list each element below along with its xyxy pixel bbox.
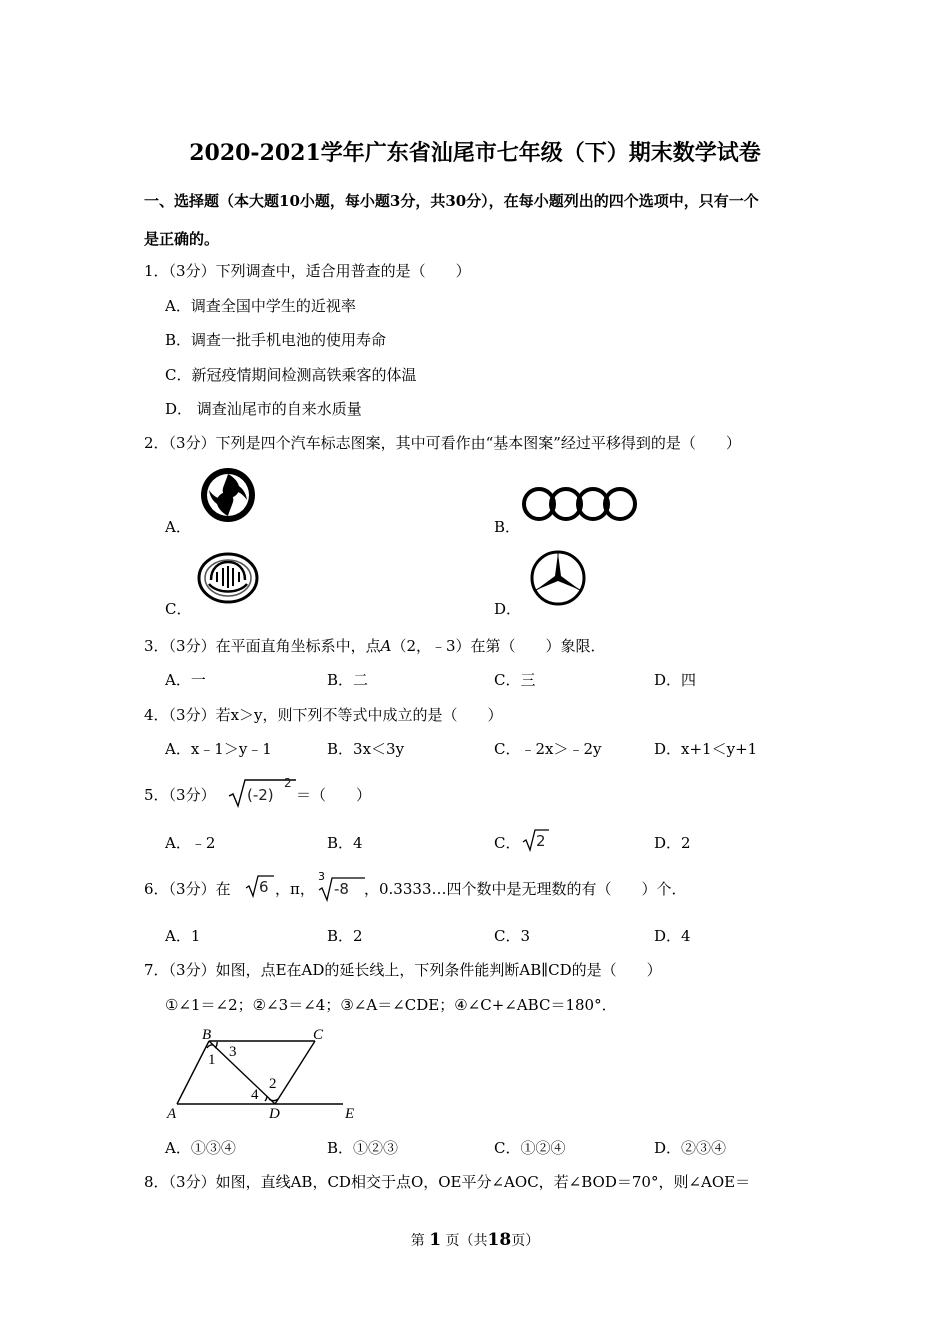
figure-label-d: D [269,1106,280,1122]
question-6-option-d: D．4 [654,927,691,945]
figure-label-b: B [202,1027,212,1043]
question-3-point-name: A [380,637,392,655]
question-5-stem-pre: 5．（3分） [144,786,216,804]
question-1-stem: 1．（3分）下列调查中，适合用普查的是（ ） [144,262,471,280]
figure-label-a: A [167,1106,177,1122]
question-2-option-b: B． [494,518,521,536]
question-5-radicand: (-2) [247,786,274,804]
section-heading-line2: 是正确的。 [144,230,220,248]
question-5-option-d: D．2 [654,834,691,852]
question-4-option-a: A．x﹣1＞y﹣1 [165,740,272,758]
question-2-option-c: C． [165,600,192,618]
footer-mid: 页（共 [445,1233,488,1249]
question-6-radicand-1: 6 [259,878,269,896]
question-4-stem: 4．（3分）若x＞y，则下列不等式中成立的是（ ） [144,706,503,724]
question-4-option-b: B．3x＜3y [327,740,405,758]
question-5-option-c-label: C． [494,834,521,852]
question-6-option-b: B．2 [327,927,363,945]
figure-label-3: 3 [229,1044,237,1060]
section-heading-line1: 一、选择题（本大题10小题，每小题3分，共30分），在每小题列出的四个选项中，只有一个 [144,192,759,210]
question-6-option-a: A．1 [165,927,201,945]
question-5-stem-post: ＝（ ） [296,786,372,804]
logo-a-image [199,466,257,524]
question-6-option-c: C．3 [494,927,531,945]
question-6-stem-post: ，0.3333…四个数中是无理数的有（ ）个． [364,880,687,898]
question-3-option-d: D．四 [654,671,697,689]
question-7-option-a: A．①③④ [165,1139,236,1157]
footer-post: 页） [511,1233,540,1249]
footer-total-pages: 18 [487,1230,512,1250]
question-1-option-d: D． 调查汕尾市的自来水质量 [165,400,362,418]
figure-label-c: C [313,1027,324,1043]
question-7-option-d: D．②③④ [654,1139,727,1157]
footer-pre: 第 [410,1233,425,1249]
page-title: 2020-2021学年广东省汕尾市七年级（下）期末数学试卷 [189,140,761,166]
question-3-option-a: A．一 [165,671,206,689]
figure-label-1: 1 [208,1052,216,1068]
footer-page-number: 1 [429,1230,442,1250]
question-3-option-c: C．三 [494,671,536,689]
question-7-option-c: C．①②④ [494,1139,566,1157]
question-3-option-b: B．二 [327,671,369,689]
question-2-option-a: A． [165,518,191,536]
question-8-stem: 8．（3分）如图，直线AB，CD相交于点O，OE平分∠AOC，若∠BOD＝70°，则∠AOE＝ [144,1173,751,1191]
question-5-option-a: A．﹣2 [165,834,216,852]
logo-b-image [521,486,637,522]
question-6-stem-pre: 6．（3分）在 [144,880,231,898]
question-5-option-c-radicand: 2 [536,832,546,850]
question-7-figure [165,1024,365,1120]
question-4-option-d: D．x+1＜y+1 [654,740,758,758]
figure-label-4: 4 [251,1087,259,1103]
question-1-option-b: B．调查一批手机电池的使用寿命 [165,331,387,349]
figure-label-e: E [345,1106,355,1122]
question-4-option-c: C．﹣2x＞﹣2y [494,740,602,758]
page-footer [0,1230,950,1250]
question-5-exponent: 2 [284,776,292,790]
question-2-option-d: D． [494,600,522,618]
question-2-stem: 2．（3分）下列是四个汽车标志图案，其中可看作由“基本图案”经过平移得到的是（ ） [144,434,741,452]
question-6-stem-mid: ，π， [275,880,315,898]
question-6-root-index: 3 [318,870,325,883]
question-3-stem-pre: 3．（3分）在平面直角坐标系中，点 [144,637,381,655]
question-7-conditions: ①∠1＝∠2；②∠3＝∠4；③∠A＝∠CDE；④∠C+∠ABC＝180°． [165,996,617,1014]
question-1-option-a: A．调查全国中学生的近视率 [165,297,356,315]
question-3-stem-post: （2，﹣3）在第（ ）象限． [391,637,606,655]
logo-d-image [530,548,586,606]
figure-label-2: 2 [269,1076,277,1092]
question-6-radicand-2: -8 [334,880,349,898]
question-7-option-b: B．①②③ [327,1139,399,1157]
question-5-option-b: B．4 [327,834,363,852]
question-1-option-c: C．新冠疫情期间检测高铁乘客的体温 [165,366,417,384]
logo-c-image [197,552,259,604]
question-7-stem: 7．（3分）如图，点E在AD的延长线上，下列条件能判断AB∥CD的是（ ） [144,961,662,979]
question-3-stem [144,635,606,656]
